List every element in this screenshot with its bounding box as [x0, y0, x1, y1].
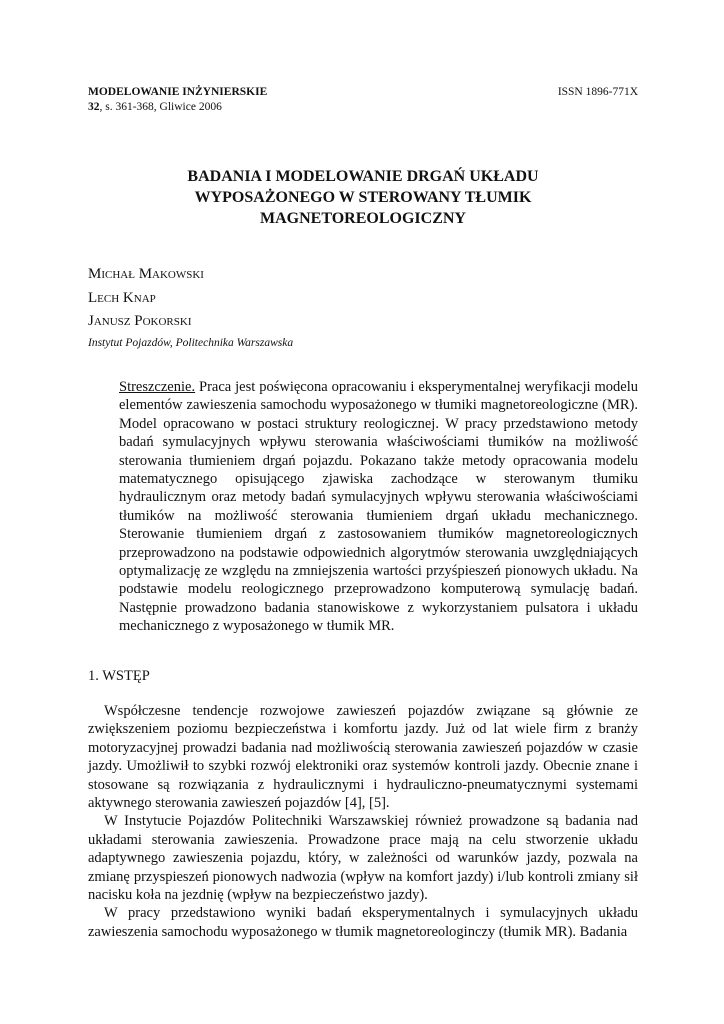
author-3: Janusz Pokorski — [88, 313, 192, 329]
abstract — [119, 378, 638, 636]
volume-number: 32 — [88, 101, 100, 113]
title-line-1: BADANIA I MODELOWANIE DRGAŃ UKŁADU — [187, 168, 539, 185]
author-2: Lech Knap — [88, 289, 156, 306]
paragraph-1: Współczesne tendencje rozwojowe zawieszeń pojazdów związane są głównie ze zwiększeniem poziomu bezpieczeństwa i komfortu jazdy. Już od lat wiele firm z branży motoryzacyjnej prowadzi badania nad możliwością sterowania zawieszeń pojazdów w czasie jazdy. Umożliwił to szybki rozwój elektroniki oraz systemów kontroli jazdy. Obecnie znane i stosowane są rozwiązania z hydraulicznymi i hydrauliczno-pneumatycznymi systemami aktywnego sterowania zawieszeń pojazdów [4], [5]. — [88, 703, 638, 812]
affiliation: Instytut Pojazdów, Politechnika Warszawska — [88, 337, 294, 349]
paragraph-2: W Instytucie Pojazdów Politechniki Warszawskiej również prowadzone są badania nad układami sterowania zawieszenia. Prowadzone prace mają na celu stworzenie układu adaptywnego zawieszenia pojazdu, który, w zależności od warunków jazdy, pozwala na zmianę przyspieszeń pionowych nadwozia (wpływ na komfort jazdy) i/lub kontroli zmiany sił nacisku koła na jezdnię (wpływ na bezpieczeństwo jazdy). — [88, 813, 638, 904]
title-line-3: MAGNETOREOLOGICZNY — [260, 210, 466, 227]
section-body — [88, 702, 638, 941]
journal-name: MODELOWANIE INŻYNIERSKIE — [88, 86, 268, 98]
volume-line — [88, 100, 638, 115]
section-heading: 1. WSTĘP — [88, 668, 150, 684]
title-line-2: WYPOSAŻONEGO W STEROWANY TŁUMIK — [194, 189, 532, 206]
author-list — [88, 263, 204, 334]
author-1: Michał Makowski — [88, 266, 204, 282]
issn: ISSN 1896-771X — [557, 86, 638, 98]
paper-title — [88, 166, 638, 229]
abstract-label: Streszczenie. — [119, 379, 196, 395]
journal-header — [88, 85, 638, 115]
abstract-text: Praca jest poświęcona opracowaniu i eksperymentalnej weryfikacji modelu elementów zawieszenia samochodu wyposażonego w tłumiki magnetoreologiczne (MR). Model opracowano w postaci struktury reologicznej. W pracy przedstawiono metody badań symulacyjnych wpływu sterowania właściwościami tłumików na możliwość sterowania tłumieniem drgań pojazdu. Pokazano także metody opracowania modelu matematycznego opisującego zjawiska zachodzące w sterowanym tłumiku hydraulicznym oraz metody badań symulacyjnych wpływu sterowania właściwościami tłumików na możliwość sterowania tłumieniem drgań układu mechanicznego. Sterowanie tłumieniem drgań z zastosowaniem tłumików magnetoreologicznych przeprowadzono na podstawie odpowiednich algorytmów sterowania uwzględniających optymalizację ze względu na zmniejszenia wartości przyśpieszeń pionowych układu. Na podstawie modelu reologicznego przeprowadzono komputerową symulację badań. Następnie prowadzono badania stanowiskowe z wykorzystaniem pulsatora i układu mechanicznego z wyposażonego w tłumik MR. — [119, 379, 638, 635]
paragraph-3: W pracy przedstawiono wyniki badań eksperymentalnych i symulacyjnych układu zawieszenia samochodu wyposażonego w tłumik magnetoreologinczy (tłumik MR). Badania — [88, 905, 638, 940]
pages-and-place: , s. 361-368, Gliwice 2006 — [99, 101, 222, 113]
